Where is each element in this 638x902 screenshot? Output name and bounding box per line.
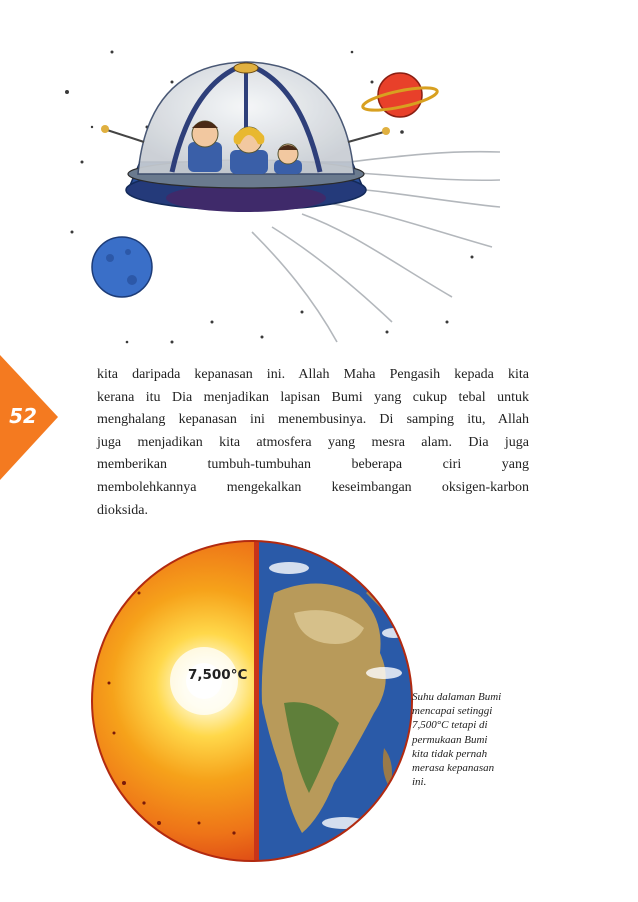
body-line: dioksida.	[97, 502, 148, 518]
body-line: membolehkannya mengekalkan keseimbangan oksigen-karbon	[97, 479, 529, 495]
caption-line: merasa kepanasan	[412, 762, 495, 775]
body-line: kerana itu Dia menjadikan lapisan Bumi yang cukup tebal untuk	[97, 389, 529, 405]
body-line: kita daripada kepanasan ini. Allah Maha Pengasih kepada kita	[97, 367, 529, 382]
spaceship-illustration	[52, 22, 502, 358]
ringed-planet	[361, 73, 439, 117]
flying-saucer	[101, 62, 390, 212]
body-paragraph	[97, 364, 529, 522]
body-line: juga menjadikan kita atmosfera yang mesra alam. Dia juga	[97, 434, 529, 450]
caption-line: mencapai setinggi	[412, 705, 493, 718]
body-line: memberikan tumbuh-tumbuhan beberapa ciri yang	[97, 457, 529, 473]
body-line: menghalang kepanasan ini menembusinya. Di samping itu, Allah	[97, 412, 529, 428]
caption-line: ini.	[412, 776, 427, 789]
blue-planet	[92, 237, 152, 297]
caption-line: kita tidak pernah	[412, 747, 488, 760]
figure-caption	[412, 690, 542, 789]
core-temperature-label: 7,500°C	[188, 667, 248, 683]
caption-line: Suhu dalaman Bumi	[412, 691, 502, 703]
earth-cross-section	[84, 533, 414, 869]
caption-line: 7,500°C tetapi di	[412, 719, 488, 732]
page-number: 52	[9, 404, 37, 428]
caption-line: permukaan Bumi	[412, 733, 488, 746]
